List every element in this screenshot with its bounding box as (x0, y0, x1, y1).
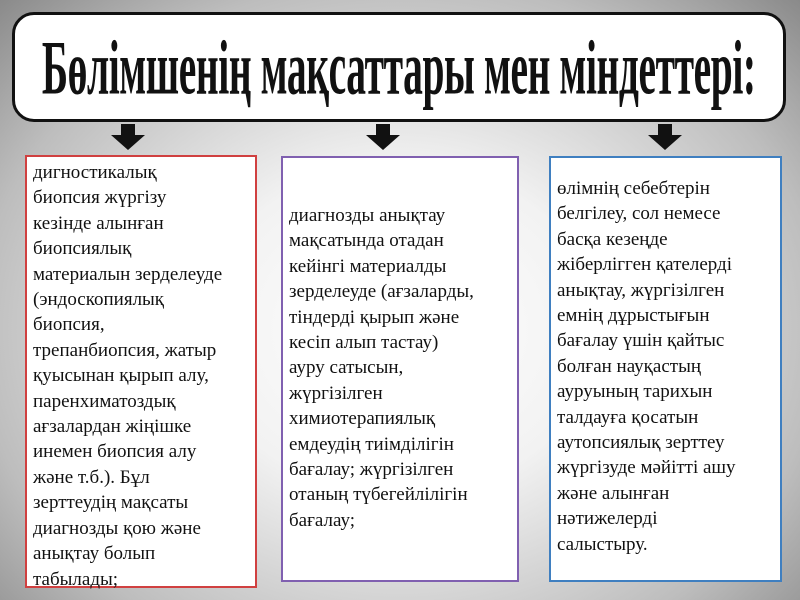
arrow-down-icon (111, 124, 145, 150)
text-line: анықтау болып (33, 543, 156, 565)
text-line: белгілеу, сол немесе (557, 203, 721, 225)
text-line: тіндерді қырып және (289, 306, 460, 328)
text-line: жіберлігген қателерді (557, 254, 732, 276)
text-line: өлімнің себебтерін (557, 178, 710, 199)
autopsy-box (549, 156, 782, 582)
text-line: ауруының тарихын (557, 381, 713, 403)
text-line: зерттеудің мақсаты (33, 492, 189, 514)
text-line: болған науқастың (557, 355, 702, 377)
text-line: ауру сатысын, (289, 357, 404, 379)
text-line: аутопсиялық зерттеу (557, 432, 725, 454)
text-line: биопсиялық (33, 238, 132, 260)
text-line: отаның түбегейлілігін (289, 484, 468, 506)
text-line: трепанбиопсия, жатыр (33, 339, 217, 361)
text-line: диагнозды анықтау (289, 205, 446, 226)
text-line: инемен биопсия алу (33, 441, 197, 463)
text-line: биопсия жүргізу (33, 187, 167, 209)
text-line: табылады; (33, 568, 119, 590)
biopsy-box (25, 155, 257, 588)
text-line: емдеудің тиімділігін (289, 433, 454, 455)
text-line: мақсатында отадан (289, 230, 444, 252)
text-line: анықтау, жүргізілген (557, 279, 725, 301)
text-line: басқа кезеңде (557, 228, 668, 250)
text-line: нәтижелерді (557, 508, 658, 530)
slide-title: Бөлімшенің мақсаттары мен міндеттері: (42, 23, 756, 111)
text-line: диагнозды қою және (33, 517, 201, 539)
text-line: бағалау; жүргізілген (289, 459, 454, 481)
text-line: кезінде алынған (33, 212, 164, 234)
text-line: кейінгі материалды (289, 255, 447, 277)
text-line: және т.б.). Бұл (33, 466, 150, 488)
text-line: биопсия, (33, 314, 105, 336)
text-line: химиотерапиялық (289, 408, 436, 430)
text-line: бағалау үшін қайтыс (557, 330, 725, 352)
title-box (12, 12, 786, 122)
surgical-material-box (281, 156, 519, 582)
text-line: және алынған (557, 482, 670, 504)
arrow-down-icon (366, 124, 400, 150)
text-line: кесіп алып тастау) (289, 332, 439, 354)
text-line: зерделеуде (ағзаларды, (289, 281, 474, 303)
text-line: ағзалардан жіңішке (33, 416, 192, 438)
text-line: бағалау; (289, 509, 355, 531)
text-line: жүргізуде мәйітті ашу (557, 457, 736, 479)
arrow-down-icon (648, 124, 682, 150)
text-line: паренхиматоздық (33, 390, 176, 412)
text-line: талдауға қосатын (557, 406, 699, 428)
text-line: қуысынан қырып алу, (33, 365, 209, 387)
text-line: жүргізілген (289, 382, 383, 404)
text-line: салыстыру. (557, 533, 648, 555)
text-line: материалын зерделеуде (33, 263, 223, 285)
text-line: емнің дұрыстығын (557, 305, 710, 327)
text-line: дигностикалық (33, 162, 157, 183)
text-line: (эндоскопиялық (33, 289, 165, 311)
